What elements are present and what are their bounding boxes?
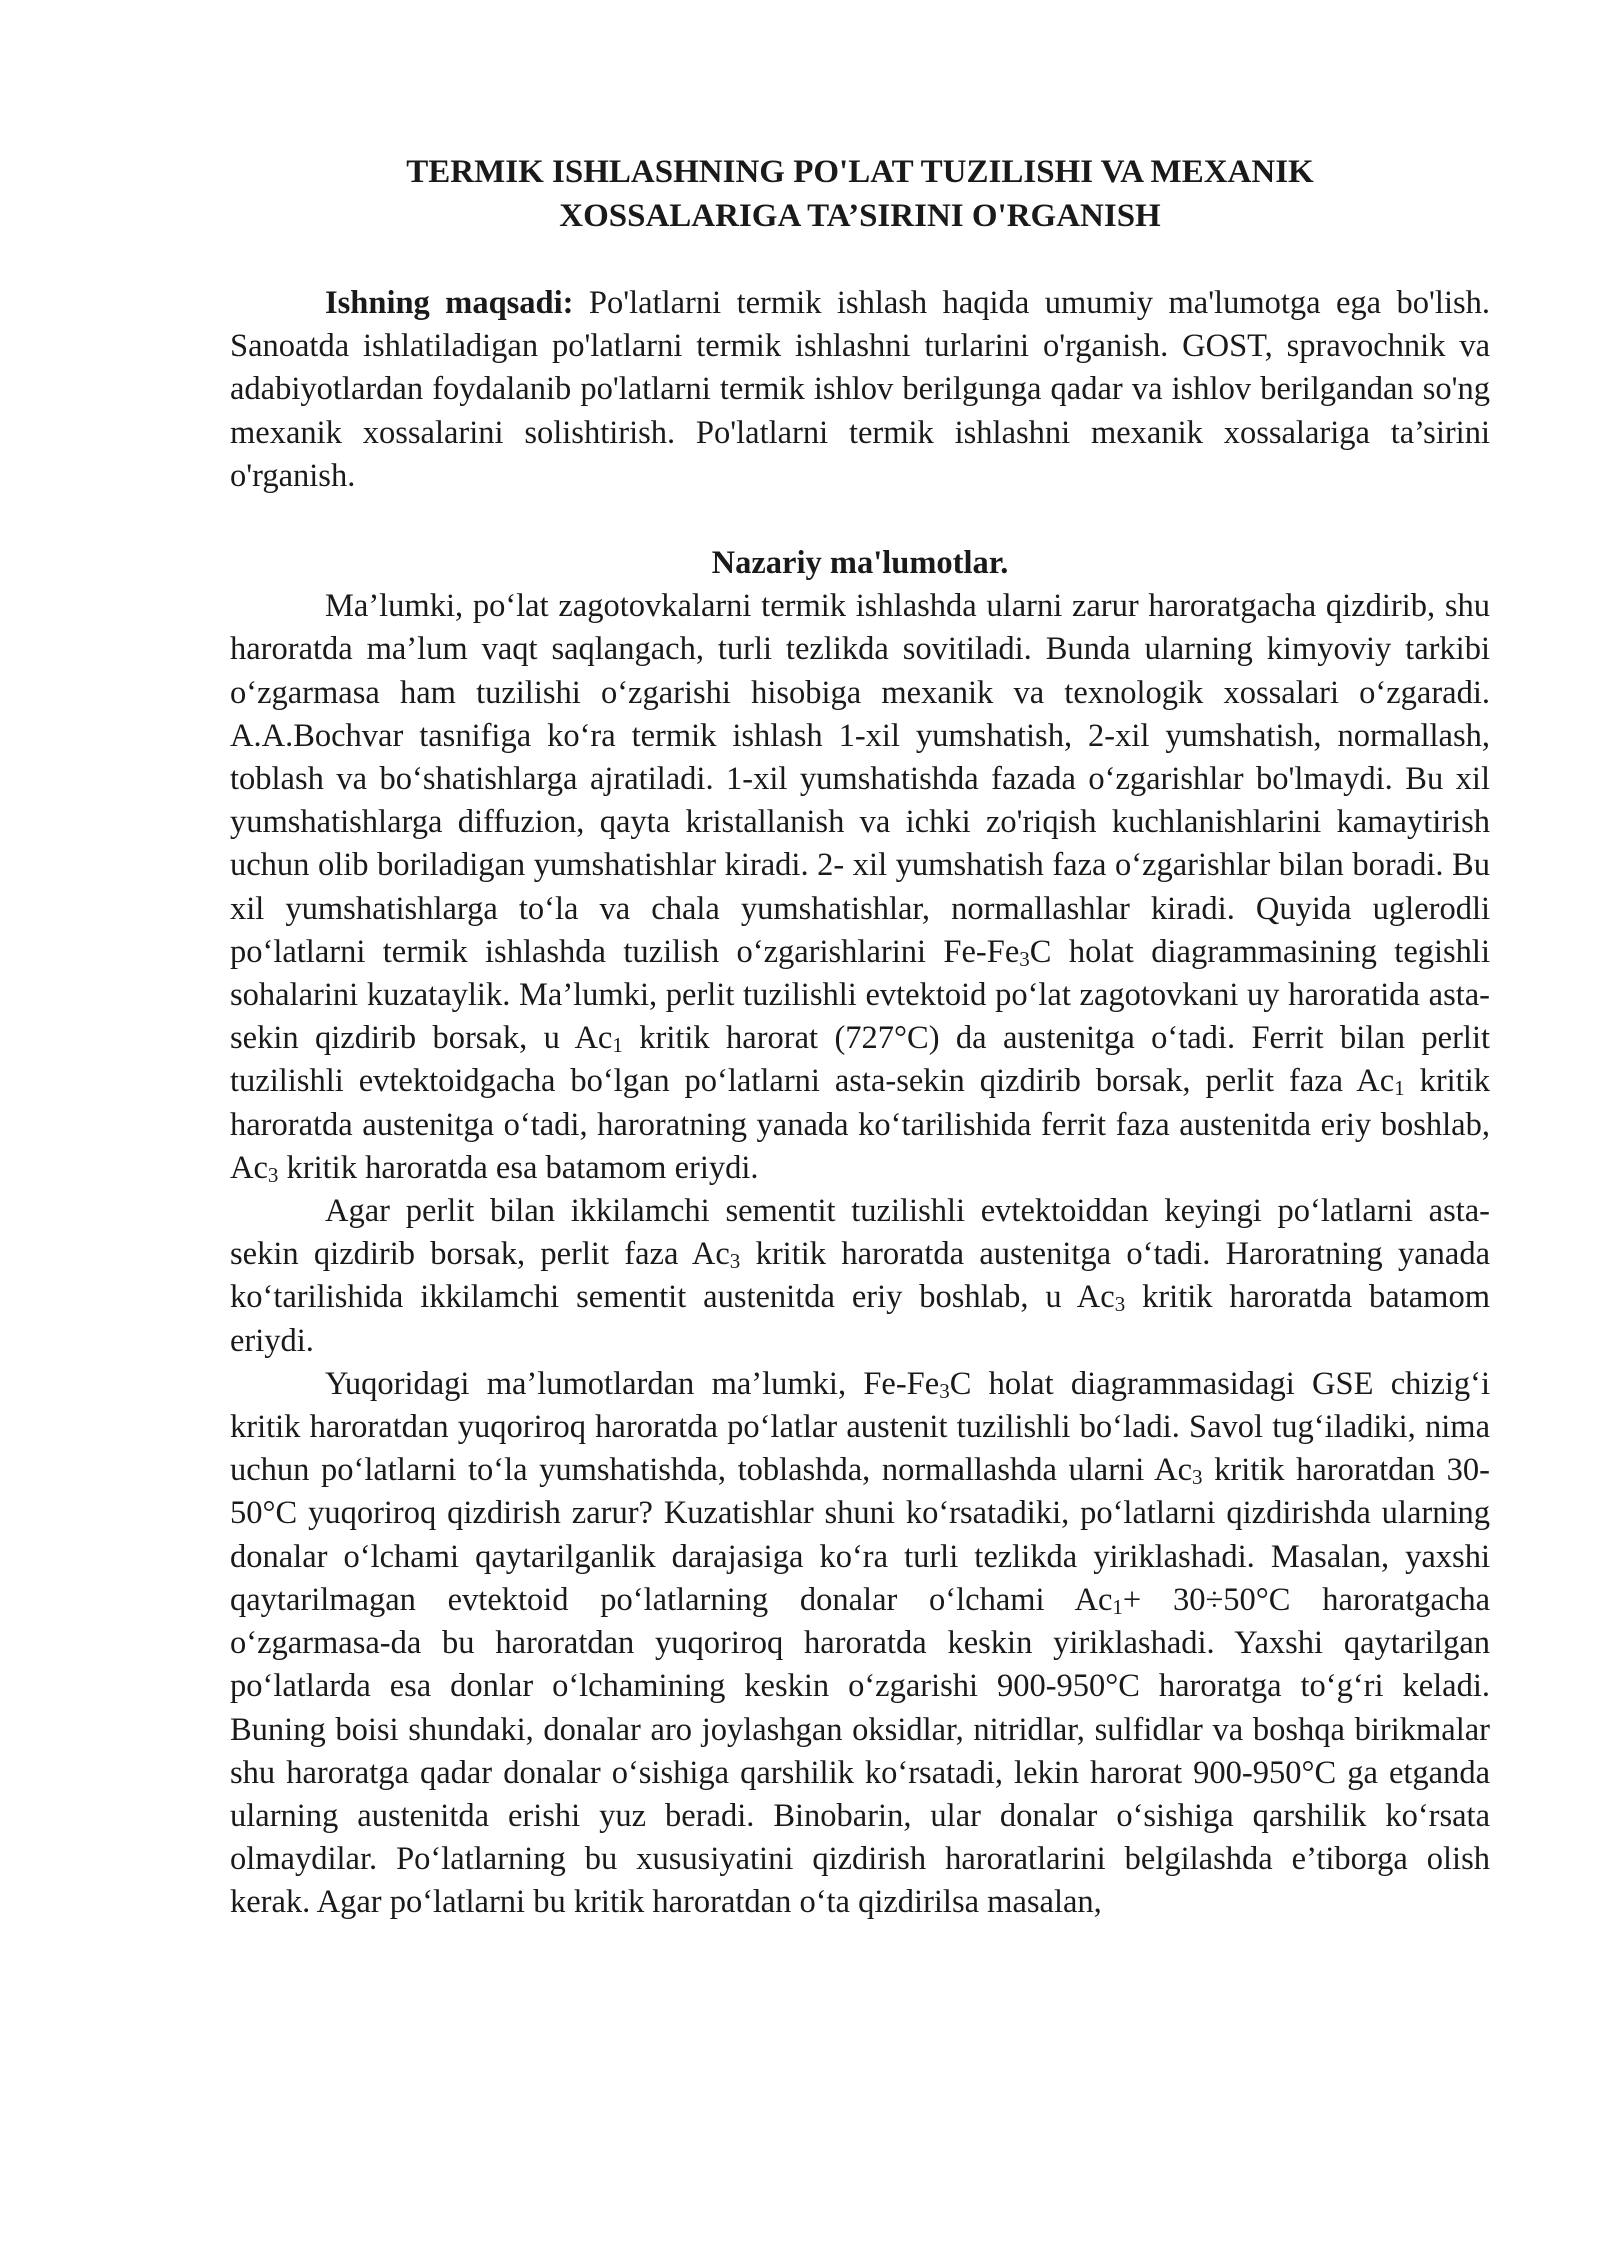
subscript: 3 [1019, 946, 1030, 971]
title-line-2: XOSSALARIGA TA’SIRINI O'RGANISH [559, 198, 1161, 234]
paragraph-text: kritik haroratda batamom eriydi. [230, 1279, 1490, 1359]
paragraph-text: Agar perlit bilan ikkilamchi sementit tuzilishli evtektoiddan keyingi po‘latlarni asta-sekin qizdirib borsak, perlit faza Ac [230, 1193, 1490, 1273]
paragraph-text: C holat diagrammasidagi GSE chizig‘i kritik haroratdan yuqoriroq haroratda po‘latlar austenit tuzilishli bo‘ladi. Savol tug‘iladiki, nima uchun po‘latlarni to‘la yumshatishda, toblashda, normallashda ularni Ac [230, 1365, 1490, 1489]
subscript: 3 [729, 1249, 741, 1274]
paragraph-text: kritik haroratda austenitga o‘tadi. Haroratning yanada ko‘tarilishida ikkilamchi sementit austenitda eriy boshlab, u Ac [230, 1236, 1491, 1316]
subscript: 3 [267, 1162, 279, 1187]
subscript: 3 [1114, 1292, 1126, 1317]
title-line-1: TERMIK ISHLASHNING PO'LAT TUZILISHI VA MEXANIK [406, 154, 1314, 190]
aim-paragraph [230, 282, 1490, 498]
subscript: 1 [1112, 1594, 1123, 1619]
paragraph-text: kritik harorat (727°C) da austenitga o‘tadi. Ferrit bilan perlit tuzilishli evtektoidgacha bo‘lgan po‘latlarni asta-sekin qizdirib borsak, perlit faza Ac [230, 1020, 1491, 1100]
document-page [230, 150, 1490, 1925]
paragraph-text: kritik haroratdan 30-50°C yuqoriroq qizdirish zarur? Kuzatishlar shuni ko‘rsatadiki, po‘latlarni qizdirishda ularning donalar o‘lchami qaytarilganlik darajasiga ko‘ra turli tezlikda yiriklashadi. Masalan, yaxshi qaytarilmagan evtektoid po‘latlarning donalar o‘lchami Ac [230, 1452, 1490, 1618]
subscript: 1 [1394, 1076, 1405, 1101]
section-heading: Nazariy ma'lumotlar. [711, 545, 1009, 582]
subscript: 3 [939, 1378, 950, 1403]
paragraph-text: + 30÷50°C haroratgacha o‘zgarmasa-da bu haroratdan yuqoriroq haroratda keskin yiriklashadi. Yaxshi qaytarilgan po‘latlarda esa donlar o‘lchamining keskin o‘zgarishi 900-950°C haroratga to‘g‘ri keladi. Buning boisi shundaki, donalar aro joylashgan oksidlar, nitridlar, sulfidlar va boshqa birikmalar shu haroratga qadar donalar o‘sishiga qarshilik ko‘rsatadi, lekin harorat 900-950°C ga etganda ularning austenitda erishi yuz beradi. Binobarin, ular donalar o‘sishiga qarshilik ko‘rsata olmaydilar. Po‘latlarning bu xususiyatini qizdirish haroratlarini belgilashda e’tiborga olish kerak. Agar po‘latlarni bu kritik haroratdan o‘ta qizdirilsa masalan, [230, 1581, 1491, 1921]
aim-label: Ishning maqsadi: [325, 285, 574, 321]
aim-text: Po'latlarni termik ishlash haqida umumiy ma'lumotga ega bo'lish. Sanoatda ishlatiladigan po'latlarni termik ishlashni turlarini o'rganish. GOST, spravochnik va adabiyotlardan foydalanib po'latlarni termik ishlov berilgunga qadar va ishlov berilgandan so'ng mexanik xossalarini solishtirish. Po'latlarni termik ishlashni mexanik xossalariga ta’sirini o'rganish. [230, 285, 1490, 494]
paragraph-text: C holat diagrammasining tegishli sohalarini kuzataylik. Ma’lumki, perlit tuzilishli evtektoid po‘lat zagotovkani uy haroratida asta-sekin qizdirib borsak, u Ac [230, 933, 1490, 1057]
theory-paragraph-1 [230, 585, 1490, 1190]
paragraph-text: Yuqoridagi ma’lumotlardan ma’lumki, Fe-Fe [325, 1365, 940, 1402]
subscript: 1 [612, 1033, 623, 1058]
subscript: 3 [1192, 1465, 1203, 1490]
theory-paragraph-3 [230, 1363, 1490, 1925]
paragraph-text: Ma’lumki, po‘lat zagotovkalarni termik ishlashda ularni zarur haroratgacha qizdirib, shu haroratda ma’lum vaqt saqlangach, turli tezlikda sovitiladi. Bunda ularning kimyoviy tarkibi o‘zgarmasa ham tuzilishi o‘zgarishi hisobiga mexanik va texnologik xossalari o‘zgaradi. A.A.Bochvar tasnifiga ko‘ra termik ishlash 1-xil yumshatish, 2-xil yumshatish, normallash, toblash va bo‘shatishlarga ajratiladi. 1-xil yumshatishda fazada o‘zgarishlar bo'lmaydi. Bu xil yumshatishlarga diffuzion, qayta kristallanish va ichki zo'riqish kuchlanishlarini kamaytirish uchun olib boriladigan yumshatishlar kiradi. 2- xil yumshatish faza o‘zgarishlar bilan boradi. Bu xil yumshatishlarga to‘la va chala yumshatishlar, normallashlar kiradi. Quyida uglerodli po‘latlarni termik ishlashda tuzilish o‘zgarishlarini Fe-Fe [230, 588, 1490, 970]
paragraph-text: kritik haroratda austenitga o‘tadi, haroratning yanada ko‘tarilishida ferrit faza austenitda eriy boshlab, Ac [230, 1063, 1490, 1186]
document-title [230, 150, 1490, 238]
theory-paragraph-2 [230, 1190, 1490, 1363]
paragraph-text: kritik haroratda esa batamom eriydi. [278, 1149, 759, 1186]
